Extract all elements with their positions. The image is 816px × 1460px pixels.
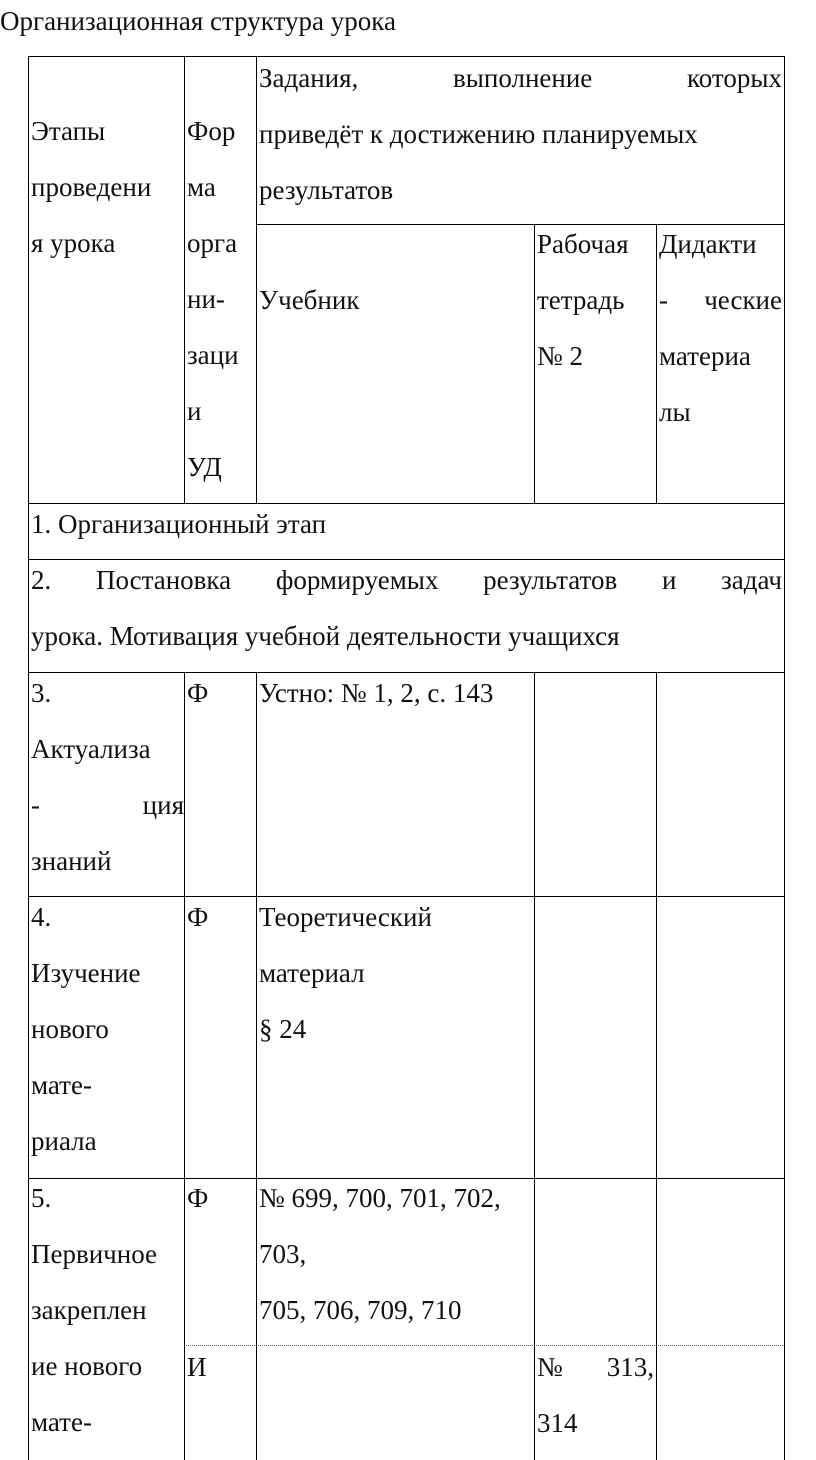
row-goal-word: 2. [31,565,52,595]
header-didactic-cell [657,216,784,440]
header-form-line: ма [187,172,216,202]
row3-stage-dash: - [31,790,40,820]
row4-form-cell [185,889,256,945]
row5-textbook-line: 705, 706, 709, 710 [259,1295,462,1325]
row3-textbook-cell [257,665,534,721]
row5-textbook-line: 703, [259,1239,307,1269]
row5-form-a-value: Ф [187,1183,209,1213]
header-workbook-line: № 2 [537,341,584,371]
header-tasks-line1 [259,50,782,106]
row3-stage-word: ция [142,790,184,820]
row5-workbook-line: 314 [537,1408,578,1438]
header-form-line: ни- [187,284,225,314]
row4-textbook-line: материал [259,958,365,988]
justified-word: 313, [606,1352,654,1382]
row4-form-value: Ф [187,902,209,932]
table-line-col-tasks [256,672,257,1460]
header-workbook-line: Рабочая [537,229,629,259]
row4-stage-line: риала [31,1126,97,1156]
header-form-line: орга [187,228,238,258]
header-workbook-cell [535,216,656,384]
justified-word: № [537,1352,563,1382]
header-tasks-word: выполнение [453,63,593,93]
row-stage-label: 1. Организационный этап [31,509,327,539]
row-organizational-stage [29,496,784,552]
row5-form-b-cell [185,1339,256,1395]
row-goal-word: результатов [483,565,618,595]
header-stages-cell [29,103,184,271]
row4-stage-cell [29,889,184,1169]
row4-textbook-cell [257,889,534,1057]
justified-word: - [659,285,668,315]
page-title: Организационная структура урока [0,6,396,36]
justified-word: ческие [704,285,782,315]
header-didactic-line [659,272,782,328]
row5-stage-line: мате- [31,1407,92,1437]
row4-stage-line: нового [31,1014,109,1044]
table-border-right [784,56,785,1460]
header-didactic-line: материа [659,341,751,371]
header-form-line: и [187,396,202,426]
row3-form-cell [185,665,256,721]
row3-stage-line: Актуализа [31,734,151,764]
row5-stage-line: ие нового [31,1351,143,1381]
row3-stage-line: знаний [31,846,112,876]
row4-stage-line: мате- [31,1070,92,1100]
header-stages-line: я урока [31,228,116,258]
row5-textbook-a-cell [257,1170,534,1338]
row-goal-word: Постановка [95,565,232,595]
row5-workbook-b-cell [535,1339,656,1451]
header-stages-line: Этапы [31,116,106,146]
row5-stage-line: Первичное [31,1239,158,1269]
header-workbook-line: тетрадь [537,285,625,315]
row4-textbook-line: Теоретический [259,902,432,932]
row-goal-word: и [661,565,677,595]
row5-stage-line: закреплен [31,1295,147,1325]
header-form-cell [185,103,256,495]
row4-textbook-line: § 24 [259,1014,307,1044]
header-didactic-line: Дидакти [659,229,757,259]
header-tasks-cell [257,50,784,218]
row-goal-line2: урока. Мотивация учебной деятельности учащихся [31,621,620,651]
header-didactic-line: лы [659,397,691,427]
row4-stage-line: Изучение [31,958,141,988]
header-textbook-label: Учебник [259,285,360,315]
row3-form-value: Ф [187,678,209,708]
row5-form-b-value: И [187,1352,207,1382]
row3-stage-line: 3. [31,678,52,708]
row5-stage-line: 5. [31,1183,52,1213]
header-form-line: УД [187,452,222,482]
header-form-line: Фор [187,116,236,146]
header-textbook-cell [257,272,534,328]
row4-stage-line: 4. [31,902,52,932]
row5-stage-cell [29,1170,184,1450]
row5-workbook-line [537,1339,654,1395]
header-tasks-word: Задания, [259,63,359,93]
row3-stage-cell [29,665,184,889]
row5-form-a-cell [185,1170,256,1226]
header-tasks-line2: приведёт к достижению планируемых [259,119,698,149]
row-goal-word: формируемых [275,565,439,595]
row5-textbook-line: № 699, 700, 701, 702, [259,1183,501,1213]
row-goal-setting [29,552,784,664]
header-form-line: заци [187,340,239,370]
table-line-col-didactic [656,672,657,1460]
row-goal-word: задач [721,565,782,595]
row3-textbook-value: Устно: № 1, 2, с. 143 [259,678,494,708]
row3-stage-line [31,777,184,833]
header-tasks-word: которых [687,63,782,93]
table-line-row5-split [184,1345,785,1346]
header-stages-line: проведени [31,172,152,202]
row-goal-line1 [31,552,782,608]
header-tasks-line3: результатов [259,175,394,205]
